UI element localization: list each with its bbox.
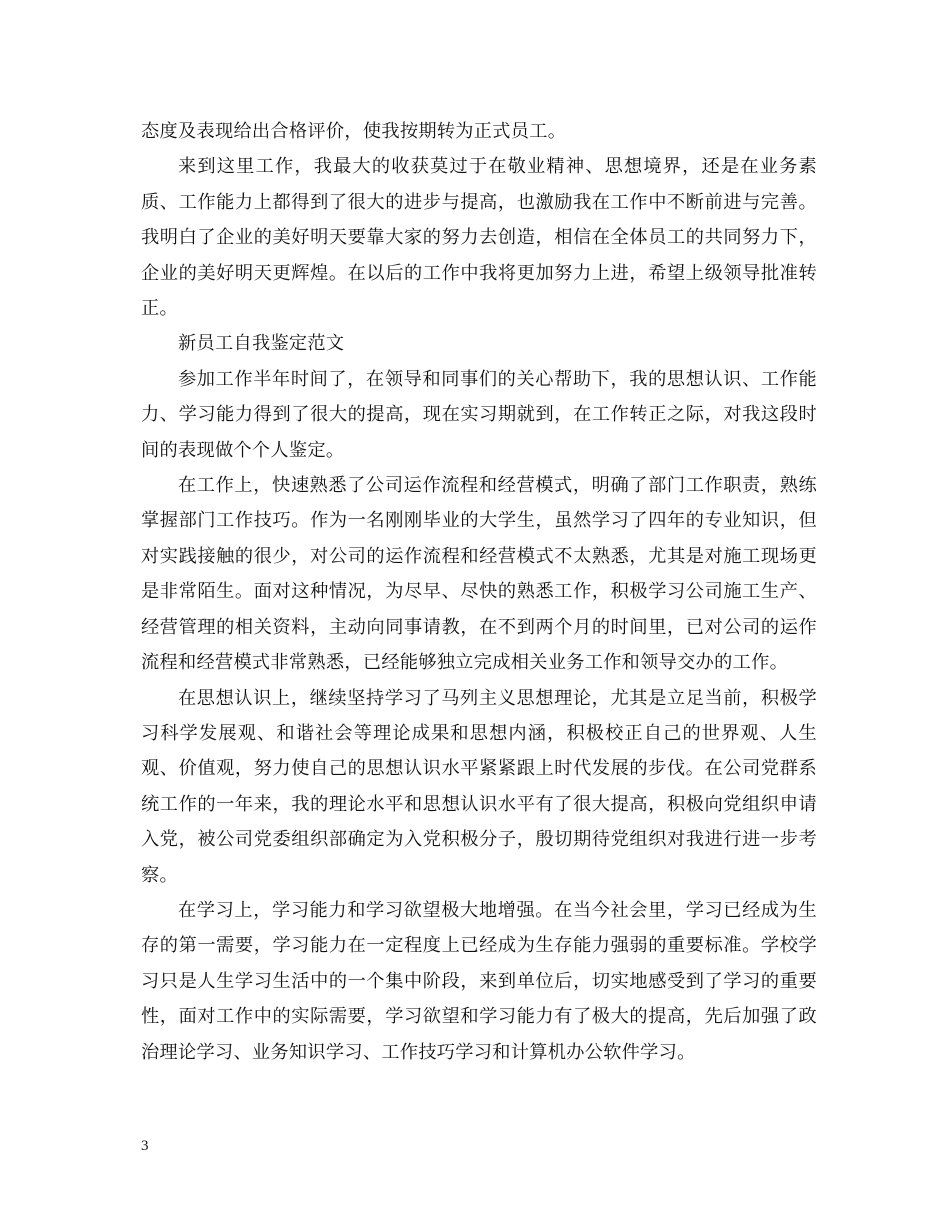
document-body xyxy=(141,114,817,1070)
paragraph-work: 在工作上，快速熟悉了公司运作流程和经营模式，明确了部门工作职责，熟练掌握部门工作技巧。作为一名刚刚毕业的大学生，虽然学习了四年的专业知识，但对实践接触的很少，对公司的运作流程和经营模式不太熟悉，尤其是对施工现场更是非常陌生。面对这种情况，为尽早、尽快的熟悉工作，积极学习公司施工生产、经营管理的相关资料，主动向同事请教，在不到两个月的时间里，已对公司的运作流程和经营模式非常熟悉，已经能够独立完成相关业务工作和领导交办的工作。 xyxy=(141,475,817,674)
paragraph-intro: 参加工作半年时间了，在领导和同事们的关心帮助下，我的思想认识、工作能力、学习能力得到了很大的提高，现在实习期就到，在工作转正之际，对我这段时间的表现做个个人鉴定。 xyxy=(141,368,817,461)
paragraph-continuation: 态度及表现给出合格评价，使我按期转为正式员工。 xyxy=(141,121,567,142)
section-heading: 新员工自我鉴定范文 xyxy=(178,333,345,355)
paragraph-study: 在学习上，学习能力和学习欲望极大地增强。在当今社会里，学习已经成为生存的第一需要，学习能力在一定程度上已经成为生存能力强弱的重要标准。学校学习只是人生学习生活中的一个集中阶段，来到单位后，切实地感受到了学习的重要性，面对工作中的实际需要，学习欲望和学习能力有了极大的提高，先后加强了政治理论学习、业务知识学习、工作技巧学习和计算机办公软件学习。 xyxy=(141,899,817,1063)
page-number: 3 xyxy=(141,1138,149,1154)
paragraph-thought: 在思想认识上，继续坚持学习了马列主义思想理论，尤其是立足当前，积极学习科学发展观、和谐社会等理论成果和思想内涵，积极校正自己的世界观、人生观、价值观，努力使自己的思想认识水平紧紧跟上时代发展的步伐。在公司党群系统工作的一年来，我的理论水平和思想认识水平有了很大提高，积极向党组织申请入党，被公司党委组织部确定为入党积极分子，殷切期待党组织对我进行进一步考察。 xyxy=(141,687,817,886)
paragraph-gains: 来到这里工作，我最大的收获莫过于在敬业精神、思想境界，还是在业务素质、工作能力上都得到了很大的进步与提高，也激励我在工作中不断前进与完善。我明白了企业的美好明天要靠大家的努力去创造，相信在全体员工的共同努力下，企业的美好明天更辉煌。在以后的工作中我将更加努力上进，希望上级领导批准转正。 xyxy=(141,156,817,320)
